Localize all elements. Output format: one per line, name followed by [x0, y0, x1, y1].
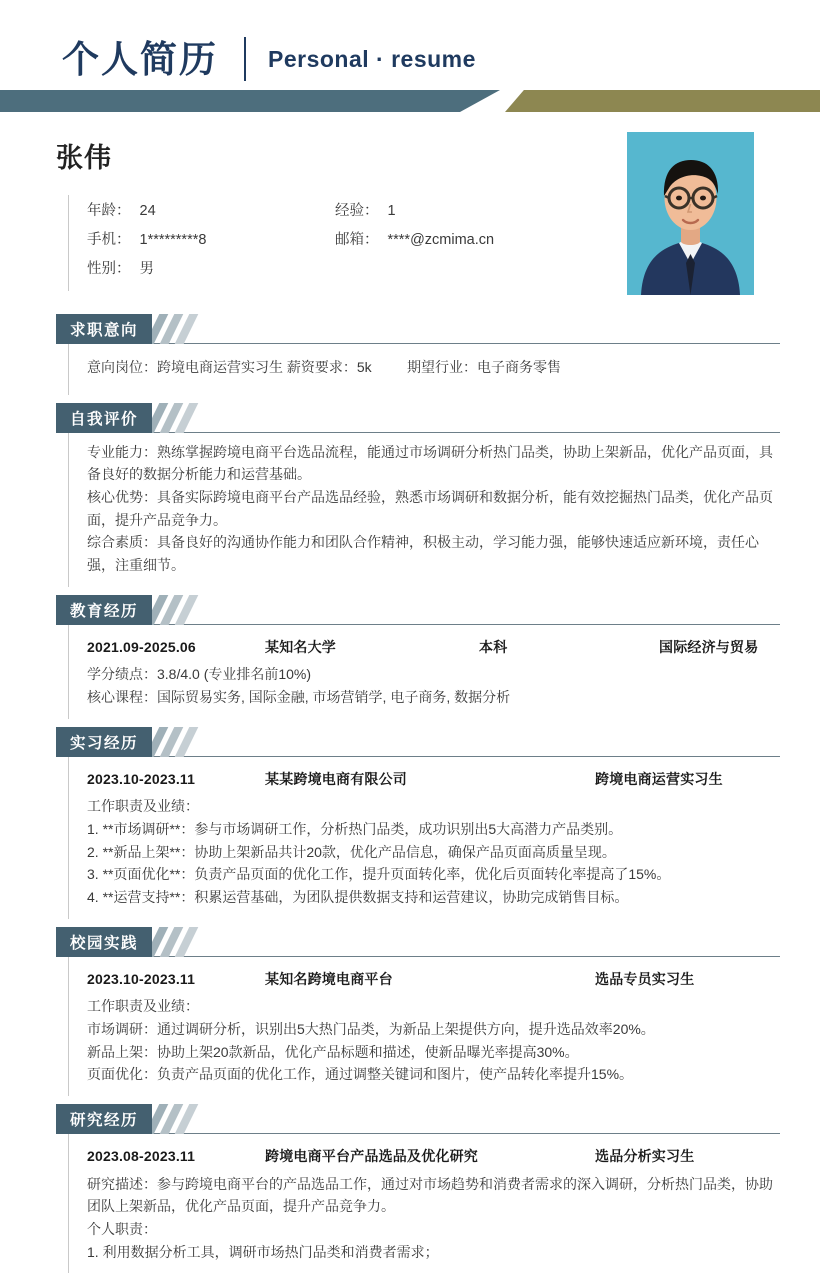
intention-row [87, 352, 780, 385]
internship-item: 4. **运营支持**：积累运营基础，为团队提供数据支持和运营建议，协助完成销售目标。 [87, 889, 629, 906]
section-body [68, 625, 780, 719]
info-field-phone [87, 228, 335, 249]
section-internship [0, 727, 820, 919]
self-eval-paragraph: 核心优势：具备实际跨境电商平台产品选品经验，熟悉市场调研和数据分析，能有效挖掘热门品类，优化产品页面，提升产品竞争力。 [87, 489, 773, 528]
section-title: 自我评价 [56, 403, 152, 433]
banner-right-gold [505, 90, 820, 112]
section-header [56, 727, 820, 757]
research-description: 研究描述：参与跨境电商平台的产品选品工作，通过对市场趋势和消费者需求的深入调研，分析热门品类，协助团队上架新品，优化产品页面，提升产品竞争力。 [87, 1175, 773, 1215]
intention-salary-label: 薪资要求： [286, 359, 357, 375]
section-job-intention [0, 314, 820, 395]
section-header [56, 595, 820, 625]
education-major: 国际经济与贸易 [659, 638, 759, 655]
intention-industry [407, 356, 561, 379]
section-title: 实习经历 [56, 727, 152, 757]
campus-entry-header [87, 965, 780, 996]
info-field-email [335, 228, 494, 249]
intention-industry-value: 电子商务零售 [477, 359, 561, 375]
research-subtitle: 个人职责： [87, 1221, 157, 1238]
self-eval-paragraph: 综合素质：具备良好的沟通协作能力和团队合作精神，积极主动，学习能力强，能够快速适应新环境，责任心强，注重细节。 [87, 534, 759, 574]
header-stripe-decoration [148, 595, 218, 625]
internship-entry-header [87, 765, 780, 796]
person-name: 张伟 [56, 143, 112, 173]
section-header [56, 1104, 820, 1134]
section-body [68, 1134, 780, 1273]
info-field-age [87, 199, 335, 220]
page-header [0, 0, 820, 118]
section-body [68, 433, 780, 587]
info-field-gender [87, 257, 335, 278]
campus-subtitle: 工作职责及业绩： [87, 998, 199, 1015]
research-item: 1. 利用数据分析工具，调研市场热门品类和消费者需求； [87, 1243, 439, 1260]
education-degree: 本科 [479, 638, 508, 655]
header-stripe-decoration [148, 927, 218, 957]
info-row [87, 224, 588, 253]
header-stripe-decoration [148, 314, 218, 344]
section-title: 教育经历 [56, 595, 152, 625]
header-stripe-decoration [148, 1104, 218, 1134]
personal-info-grid [68, 195, 588, 291]
education-entry-header [87, 633, 780, 664]
research-role: 选品分析实习生 [595, 1148, 695, 1165]
section-title: 校园实践 [56, 927, 152, 957]
title-divider [244, 37, 246, 81]
header-title-group [0, 0, 820, 90]
campus-item: 市场调研：通过调研分析，识别出5大热门品类，为新品上架提供方向，提升选品效率20%。 [87, 1021, 655, 1038]
section-education [0, 595, 820, 719]
section-body [68, 957, 780, 1096]
info-value: 男 [139, 261, 154, 277]
internship-item: 2. **新品上架**：协助上架新品共计20款，优化产品信息，确保产品页面高质量呈现。 [87, 843, 616, 860]
id-photo [627, 132, 754, 295]
info-field-experience [335, 199, 396, 220]
campus-date: 2023.10-2023.11 [87, 970, 196, 987]
section-header [56, 403, 820, 433]
campus-role: 选品专员实习生 [595, 970, 695, 987]
intention-position-label: 意向岗位： [87, 359, 157, 375]
info-value: 1*********8 [139, 232, 207, 248]
intention-industry-label: 期望行业： [407, 359, 477, 375]
internship-subtitle: 工作职责及业绩： [87, 798, 199, 815]
education-date: 2021.09-2025.06 [87, 638, 196, 655]
campus-org: 某知名跨境电商平台 [265, 970, 393, 987]
section-research [0, 1104, 820, 1273]
internship-role: 跨境电商运营实习生 [595, 770, 723, 787]
research-project: 跨境电商平台产品选品及优化研究 [265, 1148, 478, 1165]
identity-block [0, 118, 820, 306]
section-title: 研究经历 [56, 1104, 152, 1134]
section-body [68, 757, 780, 919]
intention-salary-value: 5k [356, 359, 372, 375]
info-label: 经验： [335, 203, 379, 219]
info-label: 性别： [87, 261, 131, 277]
intention-position [87, 356, 407, 379]
section-title: 求职意向 [56, 314, 152, 344]
info-value: 24 [139, 203, 156, 219]
education-gpa: 学分绩点：3.8/4.0 (专业排名前10%) [87, 666, 312, 683]
info-label: 邮箱： [335, 232, 379, 248]
banner-left-teal [0, 90, 500, 112]
info-value: 1 [387, 203, 396, 219]
page-title-cn: 个人简历 [62, 38, 218, 80]
research-entry-header [87, 1142, 780, 1173]
internship-company: 某某跨境电商有限公司 [265, 770, 407, 787]
intention-position-value: 跨境电商运营实习生 [157, 359, 283, 375]
header-stripe-decoration [148, 403, 218, 433]
info-label: 手机： [87, 232, 131, 248]
page-title-en: Personal · resume [268, 45, 476, 72]
internship-date: 2023.10-2023.11 [87, 770, 196, 787]
header-stripe-decoration [148, 727, 218, 757]
info-row [87, 195, 588, 224]
info-row [87, 253, 588, 282]
section-self-evaluation [0, 403, 820, 587]
section-header [56, 927, 820, 957]
internship-item: 3. **页面优化**：负责产品页面的优化工作，提升页面转化率，优化后页面转化率提高了15%。 [87, 866, 671, 883]
section-campus-practice [0, 927, 820, 1096]
education-courses: 核心课程：国际贸易实务, 国际金融, 市场营销学, 电子商务, 数据分析 [87, 689, 511, 706]
section-body [68, 344, 780, 395]
campus-item: 新品上架：协助上架20款新品，优化产品标题和描述，使新品曝光率提高30%。 [87, 1043, 579, 1060]
section-header [56, 314, 820, 344]
research-date: 2023.08-2023.11 [87, 1148, 196, 1165]
id-photo-illustration [627, 132, 754, 295]
info-label: 年龄： [87, 203, 131, 219]
education-school: 某知名大学 [265, 638, 336, 655]
header-banner [0, 90, 820, 112]
info-value: ****@zcmima.cn [387, 232, 495, 248]
internship-item: 1. **市场调研**：参与市场调研工作，分析热门品类，成功识别出5大高潜力产品类别。 [87, 821, 623, 838]
self-eval-paragraph: 专业能力：熟练掌握跨境电商平台选品流程，能通过市场调研分析热门品类，协助上架新品，优化产品页面，具备良好的数据分析能力和运营基础。 [87, 443, 773, 483]
campus-item: 页面优化：负责产品页面的优化工作，通过调整关键词和图片，使产品转化率提升15%。 [87, 1066, 634, 1083]
